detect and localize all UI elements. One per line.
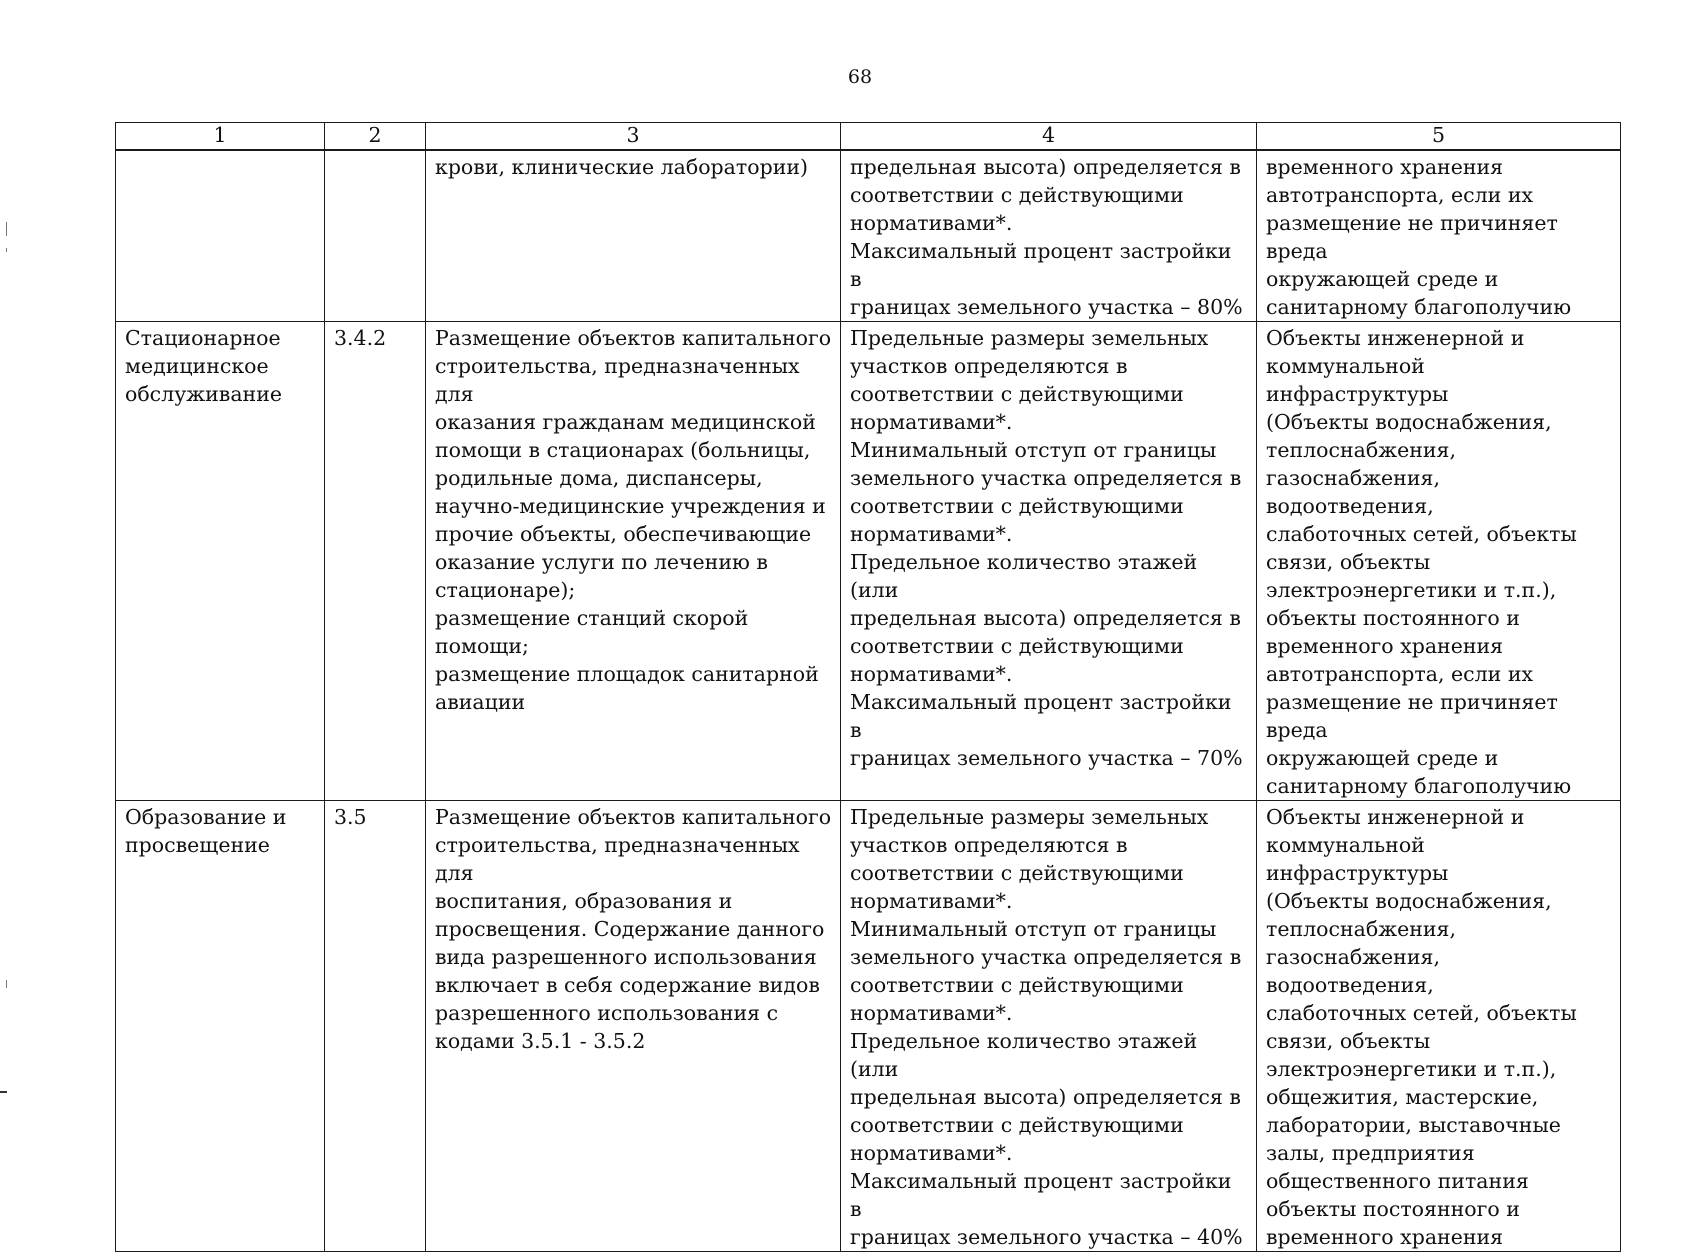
building-parameters-cell: Предельные размеры земельных участков определяются в соответствии с действующими нормативами*. Минимальный отступ от границы земельного участка определяется в соответствии с действующими нормативами*. Предельное количество этажей (или предельная высота) определяется в соответствии с действующими нормативами*. Максимальный процент застройки в границах земельного участка – 40%: [841, 801, 1257, 1252]
land-use-name-cell: [116, 150, 325, 322]
scan-artifact-mark: [6, 222, 7, 236]
column-header-4: 4: [841, 123, 1257, 151]
land-use-name-cell: Образование и просвещение: [116, 801, 325, 1252]
land-use-description-cell: Размещение объектов капитального строительства, предназначенных для воспитания, образования и просвещения. Содержание данного вида разрешенного использования включает в себя содержание видов разрешенного использования с кодами 3.5.1 - 3.5.2: [426, 801, 841, 1252]
land-use-description-cell: крови, клинические лаборатории): [426, 150, 841, 322]
auxiliary-infrastructure-cell: Объекты инженерной и коммунальной инфраструктуры (Объекты водоснабжения, теплоснабжения, газоснабжения, водоотведения, слаботочных сетей, объекты связи, объекты электроэнергетики и т.п.), объекты постоянного и временного хранения автотранспорта, если их размещение не причиняет вреда окружающей среде и санитарному благополучию: [1257, 322, 1621, 801]
building-parameters-cell: Предельные размеры земельных участков определяются в соответствии с действующими нормативами*. Минимальный отступ от границы земельного участка определяется в соответствии с действующими нормативами*. Предельное количество этажей (или предельная высота) определяется в соответствии с действующими нормативами*. Максимальный процент застройки в границах земельного участка – 70%: [841, 322, 1257, 801]
table-row: [116, 801, 1621, 1252]
land-use-description-cell: Размещение объектов капитального строительства, предназначенных для оказания гражданам медицинской помощи в стационарах (больницы, родильные дома, диспансеры, научно-медицинские учреждения и прочие объекты, обеспечивающие оказание услуги по лечению в стационаре); размещение станций скорой помощи; размещение площадок санитарной авиации: [426, 322, 841, 801]
land-use-name-cell: Стационарное медицинское обслуживание: [116, 322, 325, 801]
auxiliary-infrastructure-cell: Объекты инженерной и коммунальной инфраструктуры (Объекты водоснабжения, теплоснабжения, газоснабжения, водоотведения, слаботочных сетей, объекты связи, объекты электроэнергетики и т.п.), общежития, мастерские, лаборатории, выставочные залы, предприятия общественного питания объекты постоянного и временного хранения: [1257, 801, 1621, 1252]
table-row: [116, 150, 1621, 322]
land-use-code-cell: 3.4.2: [325, 322, 426, 801]
column-header-1: 1: [116, 123, 325, 151]
land-use-table: [115, 122, 1621, 1252]
table-row: [116, 322, 1621, 801]
land-use-code-cell: 3.5: [325, 801, 426, 1252]
table-header-row: [116, 123, 1621, 151]
scan-artifact-mark: [6, 980, 7, 988]
building-parameters-cell: предельная высота) определяется в соответствии с действующими нормативами*. Максимальный процент застройки в границах земельного участка – 80%: [841, 150, 1257, 322]
scan-artifact-mark: [6, 248, 7, 252]
column-header-5: 5: [1257, 123, 1621, 151]
land-use-code-cell: [325, 150, 426, 322]
column-header-3: 3: [426, 123, 841, 151]
page-number: 68: [847, 66, 873, 88]
column-header-2: 2: [325, 123, 426, 151]
scan-artifact-mark: [0, 1091, 7, 1093]
auxiliary-infrastructure-cell: временного хранения автотранспорта, если их размещение не причиняет вреда окружающей среде и санитарному благополучию: [1257, 150, 1621, 322]
